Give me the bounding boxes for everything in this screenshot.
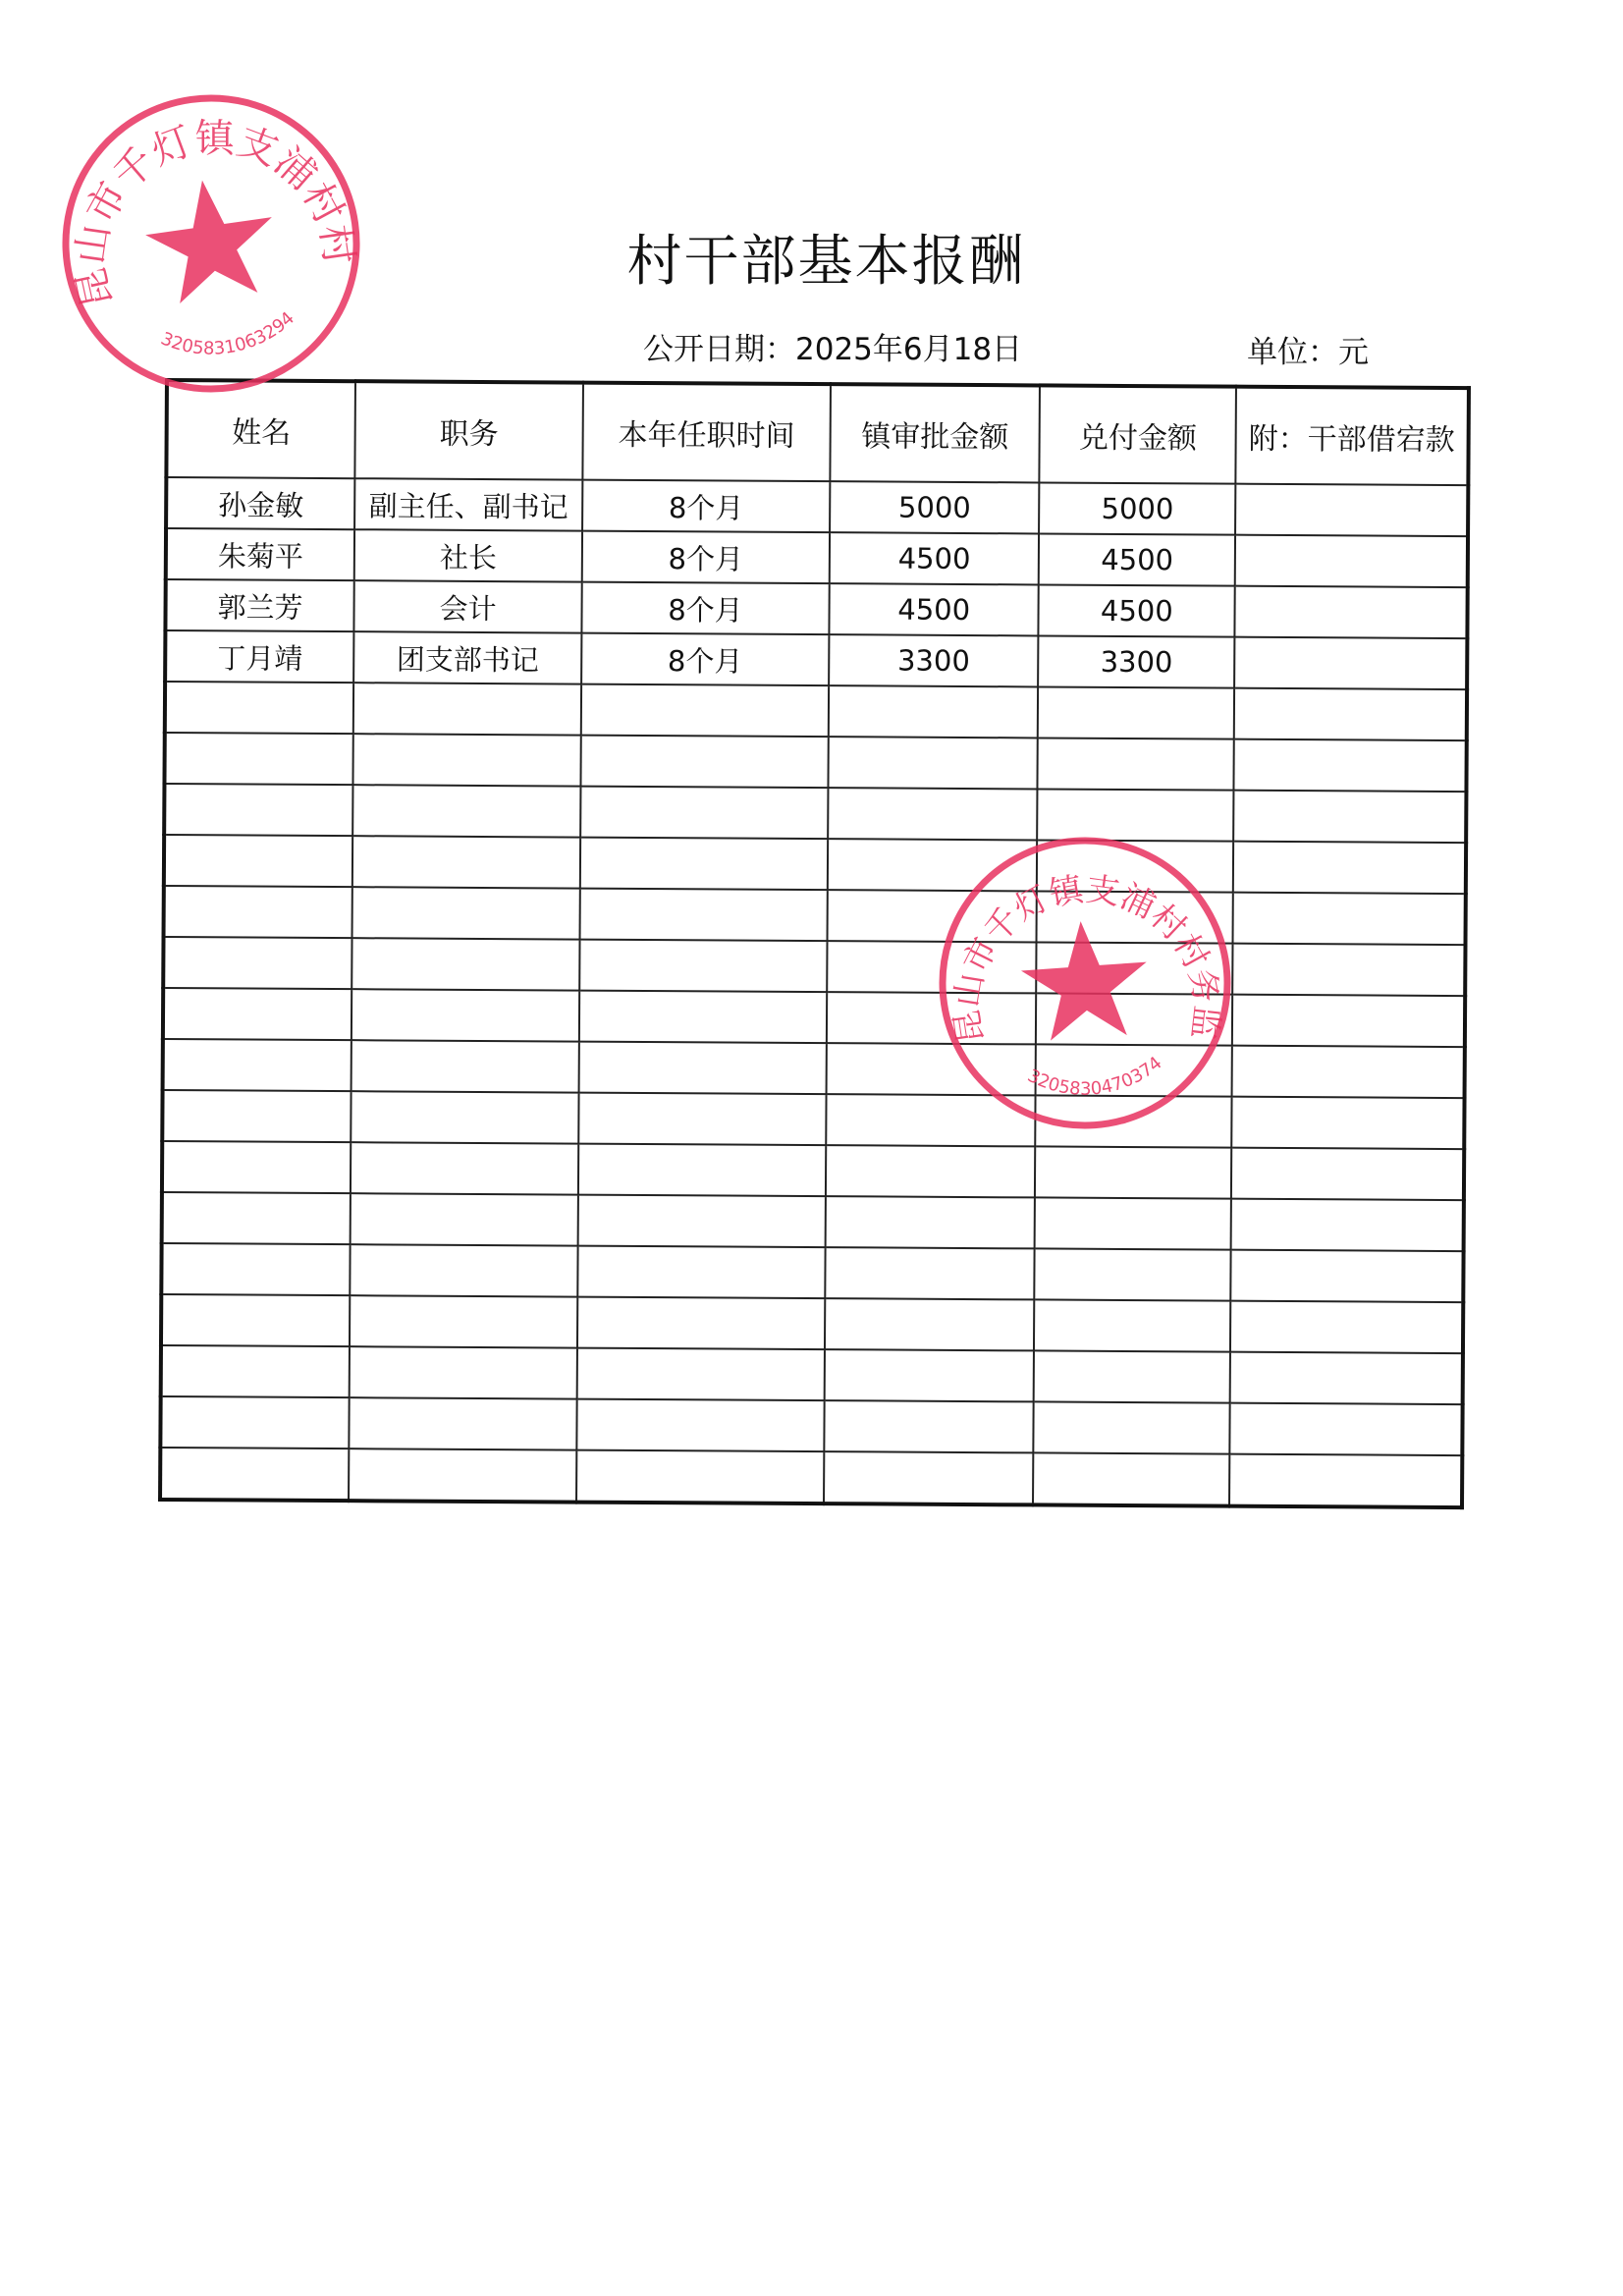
- cell-name: [164, 733, 352, 785]
- cell-approved-amount: [825, 1247, 1035, 1299]
- header-name: 姓名: [166, 380, 355, 478]
- cell-name: [163, 937, 352, 989]
- village-committee-seal: [28, 66, 393, 422]
- cell-loans: [1230, 1250, 1463, 1302]
- cell-term: [579, 889, 827, 942]
- empty-table-row: [160, 1396, 1462, 1455]
- cell-name: [163, 988, 352, 1040]
- cell-term: [576, 1450, 824, 1504]
- cell-term: [578, 1195, 826, 1248]
- empty-table-row: [165, 682, 1467, 740]
- cell-term: 8个月: [581, 582, 829, 635]
- cell-paid-amount: 4500: [1039, 584, 1235, 636]
- cell-term: [579, 991, 827, 1044]
- cell-approved-amount: [826, 1145, 1036, 1197]
- publish-date: 公开日期：2025年6月18日: [643, 332, 1023, 367]
- cell-term: [578, 1093, 826, 1146]
- cell-loans: [1232, 1046, 1465, 1098]
- cell-position: [353, 734, 581, 786]
- cell-approved-amount: [828, 737, 1038, 789]
- header-position: 职务: [354, 381, 582, 479]
- cell-name: 郭兰芳: [165, 579, 353, 631]
- cell-position: [349, 1449, 576, 1502]
- table-row: [165, 630, 1467, 689]
- cell-term: [577, 1246, 825, 1299]
- svg-text:3205830470374: [1023, 1052, 1168, 1104]
- cell-loans: [1231, 1199, 1464, 1251]
- page-title: 村干部基本报酬: [626, 230, 1026, 294]
- cell-loans: [1229, 1403, 1462, 1455]
- cell-approved-amount: [825, 1349, 1035, 1401]
- empty-table-row: [161, 1243, 1463, 1302]
- cell-name: [164, 886, 352, 938]
- cell-loans: [1233, 842, 1466, 894]
- cell-position: [351, 1091, 578, 1143]
- empty-table-row: [162, 1090, 1464, 1149]
- cell-name: [162, 1090, 351, 1142]
- cell-position: [352, 1040, 579, 1092]
- svg-text:昆山市千灯镇支浦村村务监督委员会: [916, 816, 1228, 1063]
- cell-paid-amount: [1034, 1401, 1230, 1453]
- cell-loans: [1234, 739, 1467, 792]
- cell-name: [161, 1345, 350, 1397]
- cell-term: [580, 787, 828, 840]
- cell-position: 团支部书记: [353, 631, 581, 683]
- cell-name: [162, 1192, 351, 1244]
- cell-name: 孙金敏: [166, 477, 354, 529]
- seal-code: 3205830470374: [1024, 1053, 1166, 1100]
- cell-loans: [1234, 688, 1467, 740]
- cell-paid-amount: 4500: [1039, 533, 1235, 585]
- cell-name: [165, 682, 353, 734]
- cell-position: [351, 1142, 578, 1194]
- table-row: [166, 528, 1468, 587]
- cell-term: [577, 1297, 825, 1350]
- cell-term: [576, 1399, 824, 1452]
- currency-unit: 单位：元: [1247, 335, 1369, 370]
- empty-table-row: [164, 835, 1466, 894]
- cell-name: 朱菊平: [166, 528, 354, 580]
- cell-position: [352, 887, 580, 939]
- cell-paid-amount: [1035, 1248, 1231, 1300]
- cell-paid-amount: [1038, 686, 1234, 738]
- cell-position: [349, 1397, 576, 1449]
- cell-loans: [1235, 484, 1468, 536]
- empty-table-row: [164, 784, 1466, 843]
- cell-name: [160, 1396, 349, 1449]
- empty-table-row: [163, 988, 1465, 1047]
- table-header-row: [166, 380, 1469, 485]
- cell-position: [352, 938, 579, 990]
- cell-paid-amount: [1034, 1299, 1230, 1351]
- cell-name: [160, 1448, 349, 1501]
- cell-loans: [1230, 1301, 1463, 1353]
- cell-position: [353, 683, 581, 735]
- header-approved-amount: 镇审批金额: [830, 384, 1040, 482]
- table-row: [165, 579, 1467, 638]
- cell-loans: [1233, 791, 1466, 843]
- seal-graphic: [28, 66, 393, 422]
- cell-name: [164, 784, 352, 836]
- cell-approved-amount: [824, 1451, 1034, 1504]
- cell-position: [352, 989, 579, 1041]
- cell-term: 8个月: [582, 480, 830, 533]
- empty-table-row: [163, 937, 1465, 996]
- cell-position: [350, 1244, 577, 1296]
- cell-approved-amount: 4500: [830, 532, 1040, 584]
- cell-approved-amount: [826, 1196, 1036, 1248]
- cell-paid-amount: [1035, 1197, 1231, 1249]
- cell-term: [580, 736, 828, 789]
- cell-loans: [1231, 1148, 1464, 1200]
- cell-term: [579, 1042, 827, 1095]
- cell-position: [352, 785, 580, 837]
- cell-loans: [1235, 586, 1468, 638]
- seal-text: 昆山市千灯镇支浦村村务监督委员会: [916, 816, 1226, 1047]
- cell-position: 社长: [354, 529, 582, 581]
- cell-name: [161, 1243, 350, 1295]
- cell-paid-amount: [1033, 1452, 1229, 1505]
- star-icon: [139, 172, 283, 307]
- cell-loans: [1233, 893, 1466, 945]
- cell-loans: [1232, 944, 1465, 996]
- empty-table-row: [161, 1345, 1463, 1404]
- cell-name: [161, 1294, 350, 1346]
- cell-loans: [1229, 1454, 1462, 1507]
- empty-table-row: [162, 1192, 1464, 1251]
- cell-position: 副主任、副书记: [354, 478, 582, 530]
- cell-term: [579, 940, 827, 993]
- cell-term: 8个月: [581, 633, 829, 686]
- cell-paid-amount: [1034, 1350, 1230, 1402]
- svg-text:3205831063294: [155, 306, 302, 367]
- cell-term: [577, 1348, 825, 1401]
- empty-table-row: [164, 886, 1466, 945]
- star-icon: [1018, 917, 1152, 1043]
- header-term: 本年任职时间: [582, 383, 831, 482]
- seal-text: 昆山市千灯镇支浦村村民委员会: [28, 73, 361, 312]
- header-paid-amount: 兑付金额: [1040, 385, 1236, 483]
- cell-position: [352, 836, 580, 888]
- cell-loans: [1231, 1097, 1464, 1149]
- cell-position: [351, 1193, 578, 1245]
- cell-approved-amount: [829, 685, 1039, 738]
- cell-approved-amount: 5000: [830, 481, 1040, 533]
- cell-term: [580, 838, 828, 891]
- cell-loans: [1230, 1352, 1463, 1404]
- remuneration-table: [158, 378, 1471, 1509]
- table-row: [166, 477, 1468, 536]
- empty-table-row: [162, 1141, 1464, 1200]
- cell-approved-amount: [824, 1400, 1034, 1452]
- empty-table-row: [163, 1039, 1465, 1098]
- cell-paid-amount: [1038, 738, 1234, 790]
- cell-name: [162, 1141, 351, 1193]
- cell-term: 8个月: [582, 531, 830, 584]
- cell-paid-amount: [1035, 1146, 1231, 1198]
- empty-table-row: [160, 1448, 1462, 1507]
- cell-position: [350, 1295, 577, 1347]
- seal-graphic: [916, 816, 1253, 1150]
- cell-approved-amount: 4500: [829, 583, 1039, 635]
- header-loans: 附：干部借宕款: [1236, 387, 1469, 485]
- cell-name: [163, 1039, 352, 1091]
- cell-paid-amount: 3300: [1039, 635, 1235, 687]
- cell-loans: [1235, 535, 1468, 587]
- supervision-committee-seal: [916, 816, 1253, 1150]
- seal-code: 3205831063294: [157, 307, 299, 359]
- cell-paid-amount: 5000: [1039, 482, 1235, 534]
- cell-approved-amount: 3300: [829, 634, 1039, 686]
- cell-term: [581, 684, 829, 738]
- empty-table-row: [161, 1294, 1463, 1353]
- cell-name: [164, 835, 352, 887]
- cell-position: [350, 1346, 577, 1398]
- cell-loans: [1234, 637, 1467, 689]
- cell-loans: [1232, 995, 1465, 1047]
- cell-approved-amount: [825, 1298, 1035, 1350]
- empty-table-row: [164, 733, 1466, 792]
- cell-position: 会计: [354, 580, 582, 632]
- cell-name: 丁月靖: [165, 630, 353, 683]
- cell-term: [578, 1144, 826, 1197]
